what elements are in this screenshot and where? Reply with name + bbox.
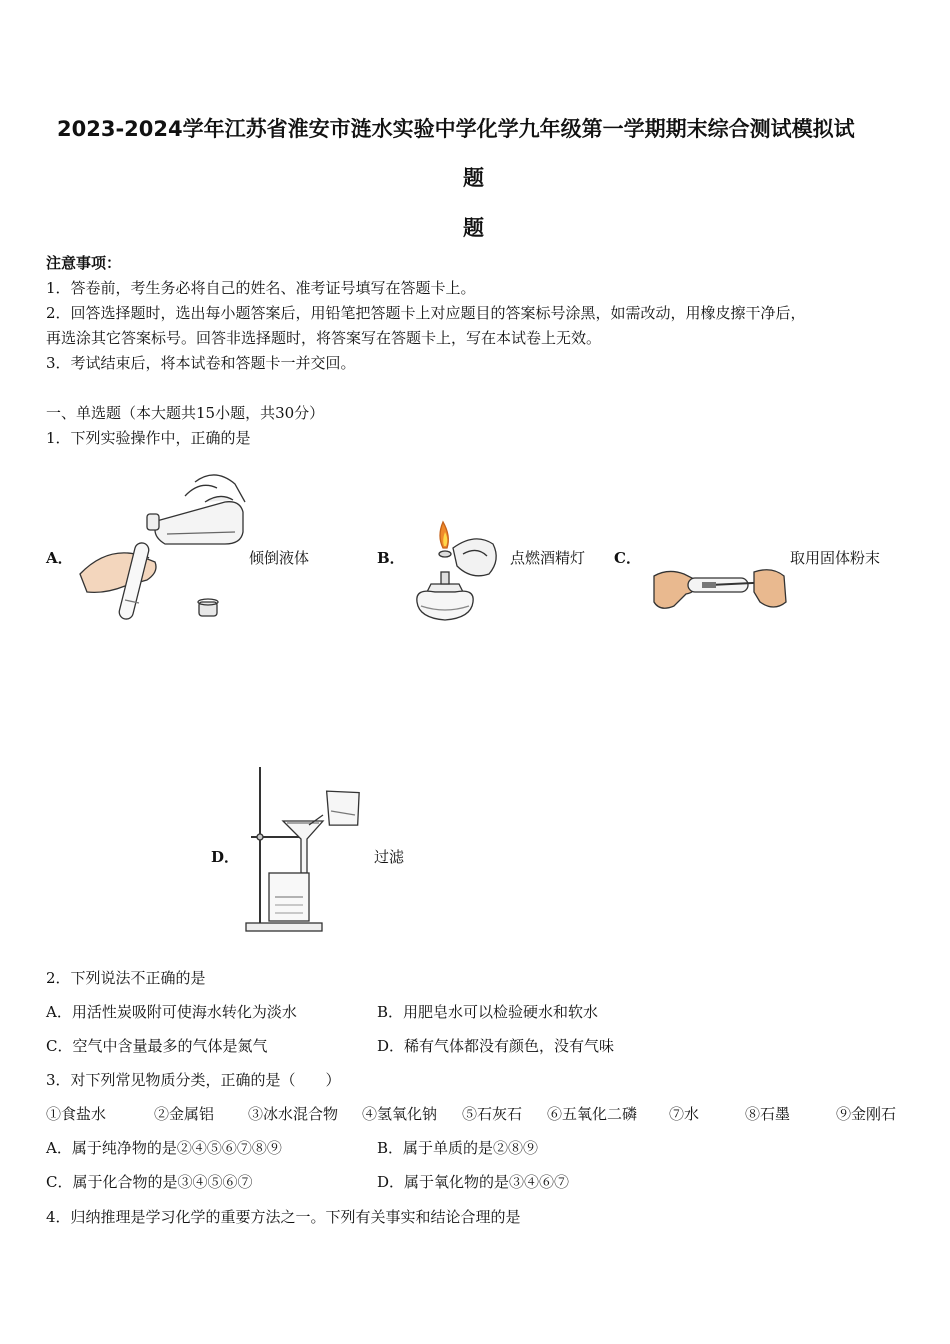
page-title: 2023-2024学年江苏省淮安市涟水实验中学化学九年级第一学期期末综合测试模拟试 [57, 117, 855, 141]
q3-option-d[interactable]: D．属于氧化物的是③④⑥⑦ [377, 1173, 570, 1191]
q2-option-a[interactable]: A．用活性炭吸附可使海水转化为淡水 [46, 1003, 297, 1021]
pouring-liquid-illustration [75, 462, 250, 630]
alcohol-lamp-illustration [405, 518, 505, 626]
section-heading: 一、单选题（本大题共15小题，共30分） [46, 404, 325, 422]
q1-option-a-letter[interactable]: A． [46, 549, 73, 567]
q1-option-c-letter[interactable]: C． [614, 549, 641, 567]
q3-substance: ②金属铝 [154, 1105, 215, 1123]
notice-item: 2．回答选择题时，选出每小题答案后，用铅笔把答题卡上对应题目的答案标号涂黑，如需改动，用橡皮擦干净后， [46, 304, 806, 322]
q3-substance: ⑦水 [669, 1105, 700, 1123]
q1-stem: 1．下列实验操作中，正确的是 [46, 429, 251, 447]
q3-substance: ⑥五氧化二磷 [547, 1105, 638, 1123]
q2-option-c[interactable]: C．空气中含量最多的气体是氮气 [46, 1037, 268, 1055]
q2-option-d[interactable]: D．稀有气体都没有颜色，没有气味 [377, 1037, 615, 1055]
q3-option-a[interactable]: A．属于纯净物的是②④⑤⑥⑦⑧⑨ [46, 1139, 282, 1157]
filtration-illustration [243, 765, 373, 935]
page-title-repeat: 题 [463, 216, 484, 240]
solid-powder-illustration [650, 562, 790, 616]
q3-substance: ①食盐水 [46, 1105, 107, 1123]
q1-option-d-letter[interactable]: D． [211, 848, 240, 866]
page-title-continuation: 题 [463, 166, 484, 190]
q1-option-c-caption: 取用固体粉末 [790, 549, 881, 567]
q4-stem: 4．归纳推理是学习化学的重要方法之一。下列有关事实和结论合理的是 [46, 1208, 521, 1226]
q3-substance: ⑨金刚石 [836, 1105, 897, 1123]
q3-stem: 3．对下列常见物质分类，正确的是（ ） [46, 1071, 341, 1089]
q3-substance: ④氢氧化钠 [362, 1105, 438, 1123]
q1-option-d-caption: 过滤 [374, 848, 405, 866]
q3-substance: ⑧石墨 [745, 1105, 791, 1123]
q3-substance: ⑤石灰石 [462, 1105, 523, 1123]
q1-option-b-caption: 点燃酒精灯 [510, 549, 586, 567]
q1-option-b-letter[interactable]: B． [377, 549, 405, 567]
q2-stem: 2．下列说法不正确的是 [46, 969, 206, 987]
q2-option-b[interactable]: B．用肥皂水可以检验硬水和软水 [377, 1003, 599, 1021]
notice-item: 再选涂其它答案标号。回答非选择题时，将答案写在答题卡上，写在本试卷上无效。 [46, 329, 602, 347]
notice-item: 1．答卷前，考生务必将自己的姓名、准考证号填写在答题卡上。 [46, 279, 476, 297]
notice-item: 3．考试结束后，将本试卷和答题卡一并交回。 [46, 354, 356, 372]
q3-option-c[interactable]: C．属于化合物的是③④⑤⑥⑦ [46, 1173, 253, 1191]
q3-option-b[interactable]: B．属于单质的是②⑧⑨ [377, 1139, 539, 1157]
q1-option-a-caption: 倾倒液体 [249, 549, 310, 567]
q3-substance: ③冰水混合物 [248, 1105, 339, 1123]
notice-heading: 注意事项： [46, 254, 122, 272]
